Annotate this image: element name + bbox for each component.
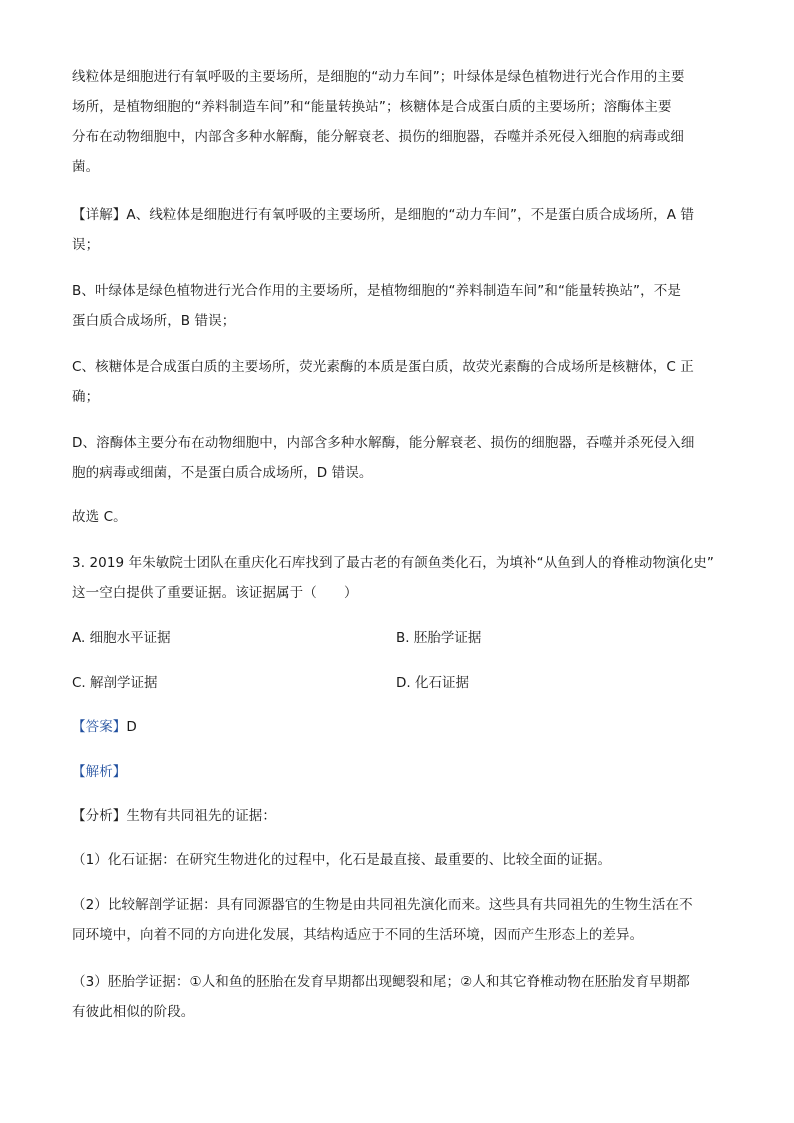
- text-line: 3. 2019 年朱敏院士团队在重庆化石库找到了最古老的有颌鱼类化石，为填补“从鱼到人的脊椎动物演化史”: [72, 555, 715, 571]
- text-line: C、核糖体是合成蛋白质的主要场所，荧光素酶的本质是蛋白质，故荧光素酶的合成场所是核糖体，C 正: [72, 359, 694, 375]
- evidence-2: [72, 890, 722, 950]
- text-line: 分布在动物细胞中，内部含多种水解酶，能分解衰老、损伤的细胞器，吞噬并杀死侵入细胞的病毒或细: [72, 129, 684, 145]
- answer-value: D: [126, 719, 137, 735]
- detail-a-paragraph: [72, 200, 722, 260]
- text-line: 【详解】A、线粒体是细胞进行有氧呼吸的主要场所，是细胞的“动力车间”，不是蛋白质合成场所，A 错: [72, 207, 695, 223]
- detail-d-paragraph: [72, 428, 722, 488]
- option-d: D. 化石证据: [396, 675, 469, 691]
- text-line: 同环境中，向着不同的方向进化发展，其结构适应于不同的生活环境，因而产生形态上的差异。: [72, 927, 644, 943]
- text-line: 菌。: [72, 159, 100, 175]
- text-line: 这一空白提供了重要证据。该证据属于（ ）: [72, 585, 358, 601]
- text-line: B、叶绿体是绿色植物进行光合作用的主要场所，是植物细胞的“养料制造车间”和“能量转换站”，不是: [72, 283, 681, 299]
- text-line: 场所，是植物细胞的“养料制造车间”和“能量转换站”；核糖体是合成蛋白质的主要场所；溶酶体主要: [72, 99, 672, 115]
- answer-label: 【答案】: [72, 719, 127, 735]
- question-paragraph: [72, 548, 722, 608]
- intro-paragraph: [72, 62, 722, 182]
- evidence-1: （1）化石证据：在研究生物进化的过程中，化石是最直接、最重要的、比较全面的证据。: [72, 852, 612, 868]
- text-line: （2）比较解剖学证据：具有同源器官的生物是由共同祖先演化而来。这些具有共同祖先的生物生活在不: [72, 897, 693, 913]
- option-c: C. 解剖学证据: [72, 675, 158, 691]
- option-a: A. 细胞水平证据: [72, 630, 171, 646]
- analysis-intro: 【分析】生物有共同祖先的证据：: [72, 808, 276, 824]
- text-line: 胞的病毒或细菌，不是蛋白质合成场所，D 错误。: [72, 465, 373, 481]
- option-b: B. 胚胎学证据: [396, 630, 482, 646]
- text-line: 有彼此相似的阶段。: [72, 1004, 195, 1020]
- analysis-heading: 【解析】: [72, 764, 127, 780]
- choose-line: 故选 C。: [72, 509, 127, 525]
- text-line: 确；: [72, 389, 100, 405]
- text-line: 蛋白质合成场所，B 错误；: [72, 313, 236, 329]
- text-line: 误；: [72, 237, 100, 253]
- text-line: 线粒体是细胞进行有氧呼吸的主要场所，是细胞的“动力车间”；叶绿体是绿色植物进行光合作用的主要: [72, 69, 685, 85]
- text-line: （3）胚胎学证据：①人和鱼的胚胎在发育早期都出现鳃裂和尾；②人和其它脊椎动物在胚胎发育早期都: [72, 974, 690, 990]
- evidence-3: [72, 967, 722, 1027]
- text-line: D、溶酶体主要分布在动物细胞中，内部含多种水解酶，能分解衰老、损伤的细胞器，吞噬并杀死侵入细: [72, 435, 695, 451]
- answer-line: [72, 712, 722, 742]
- detail-c-paragraph: [72, 352, 722, 412]
- detail-b-paragraph: [72, 276, 722, 336]
